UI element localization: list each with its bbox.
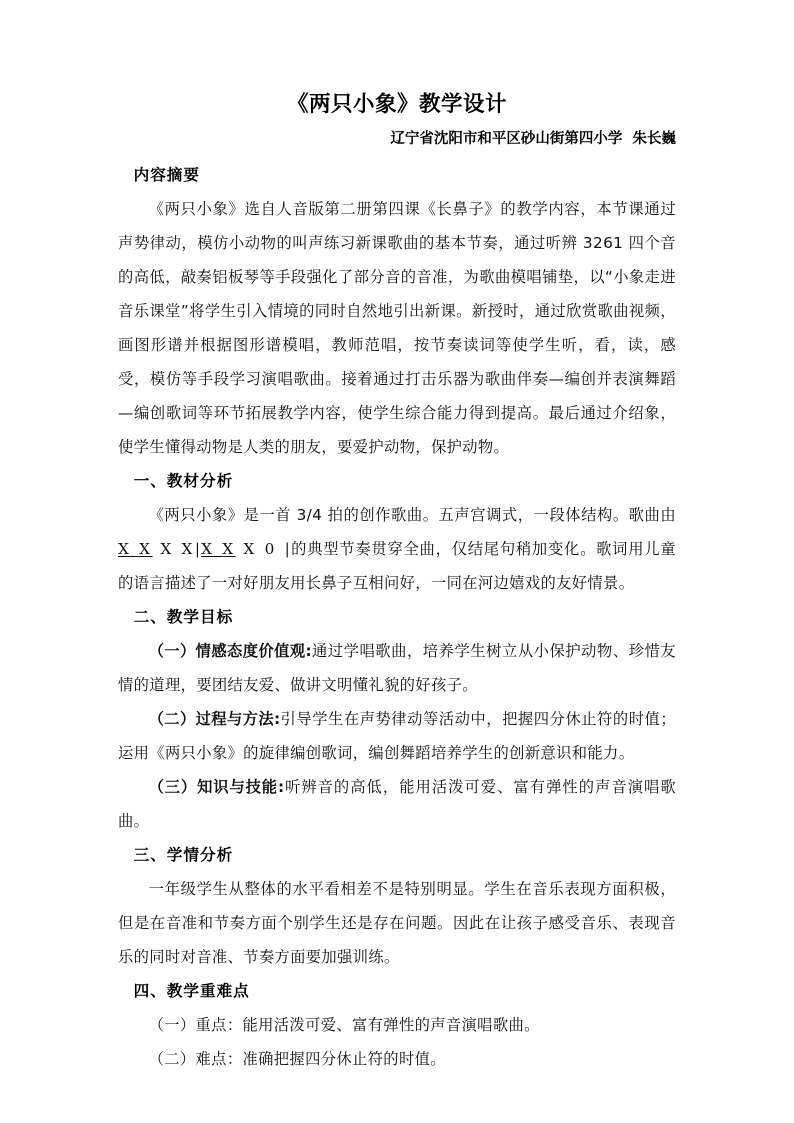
rhythm-notation: [118, 540, 291, 558]
section-body-teaching-material-analysis: [118, 498, 676, 600]
objective-item-process-method: [118, 702, 676, 770]
rhythm-plain-group-1: X X: [160, 540, 195, 558]
rhythm-barline-1: |: [194, 540, 202, 558]
page-title: 《两只小象》教学设计: [286, 92, 507, 117]
section-heading-teaching-material-analysis: 一、教材分析: [133, 472, 234, 490]
rhythm-barline-2: |: [284, 540, 291, 558]
key-point-item: （一）重点：能用活泼可爱、富有弹性的声音演唱歌曲。: [148, 1016, 540, 1034]
objective-item-attitude: [118, 634, 676, 702]
author-affiliation-line: 辽宁省沈阳市和平区砂山街第四小学 朱长巍: [390, 131, 676, 147]
rhythm-beamed-group-2: X X: [201, 540, 236, 558]
section-heading-key-difficult-points: 四、教学重难点: [133, 982, 250, 1000]
objective-text-process-method: 引导学生在声势律动等活动中，把握四分休止符的时值；运用《两只小象》的旋律编创歌词，编创舞蹈培养学生的创新意识和能力。: [118, 710, 676, 762]
objective-item-knowledge-skill: [118, 770, 676, 838]
material-analysis-text-after-rhythm: 的典型节奏贯穿全曲，仅结尾句稍加变化。歌词用儿童的语言描述了一对好朋友用长鼻子互相问好，一同在河边嬉戏的友好情景。: [118, 540, 676, 592]
section-heading-teaching-objectives: 二、教学目标: [133, 608, 234, 626]
abstract-heading: 内容摘要: [133, 166, 200, 184]
objective-text-attitude: 通过学唱歌曲，培养学生树立从小保护动物、珍惜友情的道理，要团结友爱、做讲文明懂礼貌的好孩子。: [118, 642, 676, 694]
objective-label-attitude: （一）情感态度价值观:: [148, 642, 312, 660]
difficult-point-item: （二）难点：准确把握四分休止符的时值。: [148, 1050, 446, 1068]
rhythm-plain-group-2: X 0: [243, 540, 277, 558]
objective-text-knowledge-skill: 听辨音的高低，能用活泼可爱、富有弹性的声音演唱歌曲。: [118, 778, 676, 830]
section-heading-student-situation-analysis: 三、学情分析: [133, 846, 234, 864]
objective-label-process-method: （二）过程与方法:: [148, 710, 281, 728]
section-body-student-situation-analysis: 一年级学生从整体的水平看相差不是特别明显。学生在音乐表现方面积极，但是在音准和节奏方面个别学生还是存在问题。因此在让孩子感受音乐、表现音乐的同时对音准、节奏方面要加强训练。: [118, 880, 676, 966]
objective-label-knowledge-skill: （三）知识与技能:: [148, 778, 285, 796]
rhythm-beamed-group-1: X X: [118, 540, 153, 558]
material-analysis-text-before-rhythm: 《两只小象》是一首 3/4 拍的创作歌曲。五声宫调式，一段体结构。歌曲由: [148, 506, 676, 524]
abstract-body: 《两只小象》选自人音版第二册第四课《长鼻子》的教学内容，本节课通过声势律动，模仿小动物的叫声练习新课歌曲的基本节奏，通过听辨 3261 四个音的高低，敲奏铝板琴等手段强化了部分音的音准，为歌曲模唱铺垫，以“小象走进音乐课堂”将学生引入情境的同时自然地引出新课。新授时，通过欣赏歌曲视频，画图形谱并根据图形谱模唱，教师范唱，按节奏读词等使学生听，看，读，感受，模仿等手段学习演唱歌曲。接着通过打击乐器为歌曲伴奏—编创并表演舞蹈—编创歌词等环节拓展教学内容，使学生综合能力得到提高。最后通过介绍象，使学生懂得动物是人类的朋友，要爱护动物，保护动物。: [118, 200, 676, 456]
document-content: [118, 88, 676, 1076]
